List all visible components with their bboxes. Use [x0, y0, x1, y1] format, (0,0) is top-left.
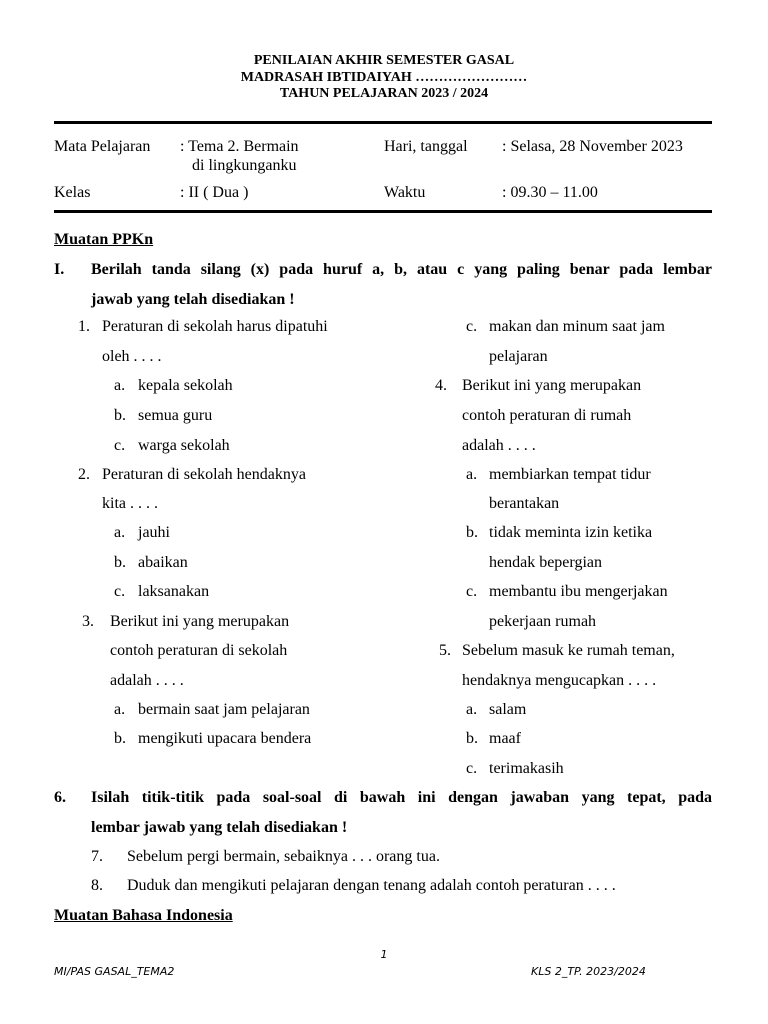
day-label: Hari, tanggal — [384, 138, 468, 155]
part2-number: 6. — [54, 789, 66, 806]
q3-text-cont2: adalah . . . . — [110, 672, 184, 689]
q4-letter-a: a. — [466, 466, 478, 483]
q1-letter-c: c. — [114, 437, 126, 454]
q4-option-a: membiarkan tempat tidur — [489, 466, 651, 483]
q2-option-a: jauhi — [138, 524, 170, 541]
q1-option-b: semua guru — [138, 407, 213, 424]
part2-instruction-cont: lembar jawab yang telah disediakan ! — [91, 819, 348, 836]
day-value: : Selasa, 28 November 2023 — [502, 138, 683, 155]
q3-letter-b: b. — [114, 730, 126, 747]
q2-text: Peraturan di sekolah hendaknya — [102, 466, 306, 483]
q2-letter-b: b. — [114, 554, 126, 571]
bottom-rule — [54, 210, 712, 213]
part1-instruction: Berilah tanda silang (x) pada huruf a, b, atau c yang paling benar pada lembar — [91, 261, 712, 278]
q5-letter-c: c. — [466, 760, 478, 777]
q1-option-c: warga sekolah — [138, 437, 230, 454]
subject-label: Mata Pelajaran — [54, 138, 151, 155]
q4-option-b-cont: hendak bepergian — [489, 554, 602, 571]
footer-right: KLS 2_TP. 2023/2024 — [531, 965, 646, 978]
top-rule — [54, 121, 712, 124]
q3-text: Berikut ini yang merupakan — [110, 613, 290, 630]
q3-option-b: mengikuti upacara bendera — [138, 730, 312, 747]
part1-instruction-cont: jawab yang telah disediakan ! — [91, 291, 295, 308]
page-number: 1 — [380, 948, 388, 961]
class-label: Kelas — [54, 184, 91, 201]
exam-title: PENILAIAN AKHIR SEMESTER GASAL — [253, 53, 515, 68]
q1-letter-b: b. — [114, 407, 126, 424]
q1-text: Peraturan di sekolah harus dipatuhi — [102, 318, 328, 335]
q1-option-a: kepala sekolah — [138, 377, 233, 394]
q2-number: 2. — [78, 466, 90, 483]
q2-text-cont: kita . . . . — [102, 495, 158, 512]
section-title-ppkn: Muatan PPKn — [54, 231, 154, 248]
q1-letter-a: a. — [114, 377, 126, 394]
q4-letter-c: c. — [466, 583, 478, 600]
q3-letter-a: a. — [114, 701, 126, 718]
q4-text: Berikut ini yang merupakan — [462, 377, 642, 394]
q4-option-c-cont: pekerjaan rumah — [489, 613, 597, 630]
q3-option-a: bermain saat jam pelajaran — [138, 701, 310, 718]
academic-year: TAHUN PELAJARAN 2023 / 2024 — [279, 86, 489, 101]
q3-option-c: makan dan minum saat jam — [489, 318, 665, 335]
q3-letter-c: c. — [466, 318, 478, 335]
q7-text: Sebelum pergi bermain, sebaiknya . . . orang tua. — [127, 848, 440, 865]
q5-number: 5. — [439, 642, 451, 659]
part2-instruction: Isilah titik-titik pada soal-soal di bawah ini dengan jawaban yang tepat, pada — [91, 789, 712, 806]
q4-number: 4. — [435, 377, 447, 394]
class-value: : II ( Dua ) — [180, 184, 249, 201]
q4-option-a-cont: berantakan — [489, 495, 560, 512]
q3-text-cont: contoh peraturan di sekolah — [110, 642, 288, 659]
q4-option-b: tidak meminta izin ketika — [489, 524, 653, 541]
q2-letter-c: c. — [114, 583, 126, 600]
q5-letter-a: a. — [466, 701, 478, 718]
q5-option-c: terimakasih — [489, 760, 564, 777]
q5-option-b: maaf — [489, 730, 521, 747]
time-value: : 09.30 – 11.00 — [502, 184, 598, 201]
q4-option-c: membantu ibu mengerjakan — [489, 583, 668, 600]
q5-text-cont: hendaknya mengucapkan . . . . — [462, 672, 657, 689]
q4-text-cont2: adalah . . . . — [462, 437, 536, 454]
q3-option-c-cont: pelajaran — [489, 348, 548, 365]
q5-option-a: salam — [489, 701, 527, 718]
q3-number: 3. — [82, 613, 94, 630]
q2-letter-a: a. — [114, 524, 126, 541]
q2-option-b: abaikan — [138, 554, 188, 571]
q1-number: 1. — [78, 318, 90, 335]
time-label: Waktu — [384, 184, 426, 201]
part1-number: I. — [54, 261, 65, 278]
footer-left: MI/PAS GASAL_TEMA2 — [54, 965, 175, 978]
school-name: MADRASAH IBTIDAIYAH …………………… — [240, 70, 528, 85]
q7-number: 7. — [91, 848, 103, 865]
q2-option-c: laksanakan — [138, 583, 210, 600]
q4-letter-b: b. — [466, 524, 478, 541]
q1-text-cont: oleh . . . . — [102, 348, 162, 365]
q8-number: 8. — [91, 877, 103, 894]
q5-letter-b: b. — [466, 730, 478, 747]
section-title-bahasa-indonesia: Muatan Bahasa Indonesia — [54, 907, 233, 924]
q5-text: Sebelum masuk ke rumah teman, — [462, 642, 675, 659]
q8-text: Duduk dan mengikuti pelajaran dengan tenang adalah contoh peraturan . . . . — [127, 877, 616, 894]
subject-value: : Tema 2. Bermain — [180, 138, 299, 155]
subject-value-cont: di lingkunganku — [192, 157, 297, 174]
q4-text-cont: contoh peraturan di rumah — [462, 407, 632, 424]
